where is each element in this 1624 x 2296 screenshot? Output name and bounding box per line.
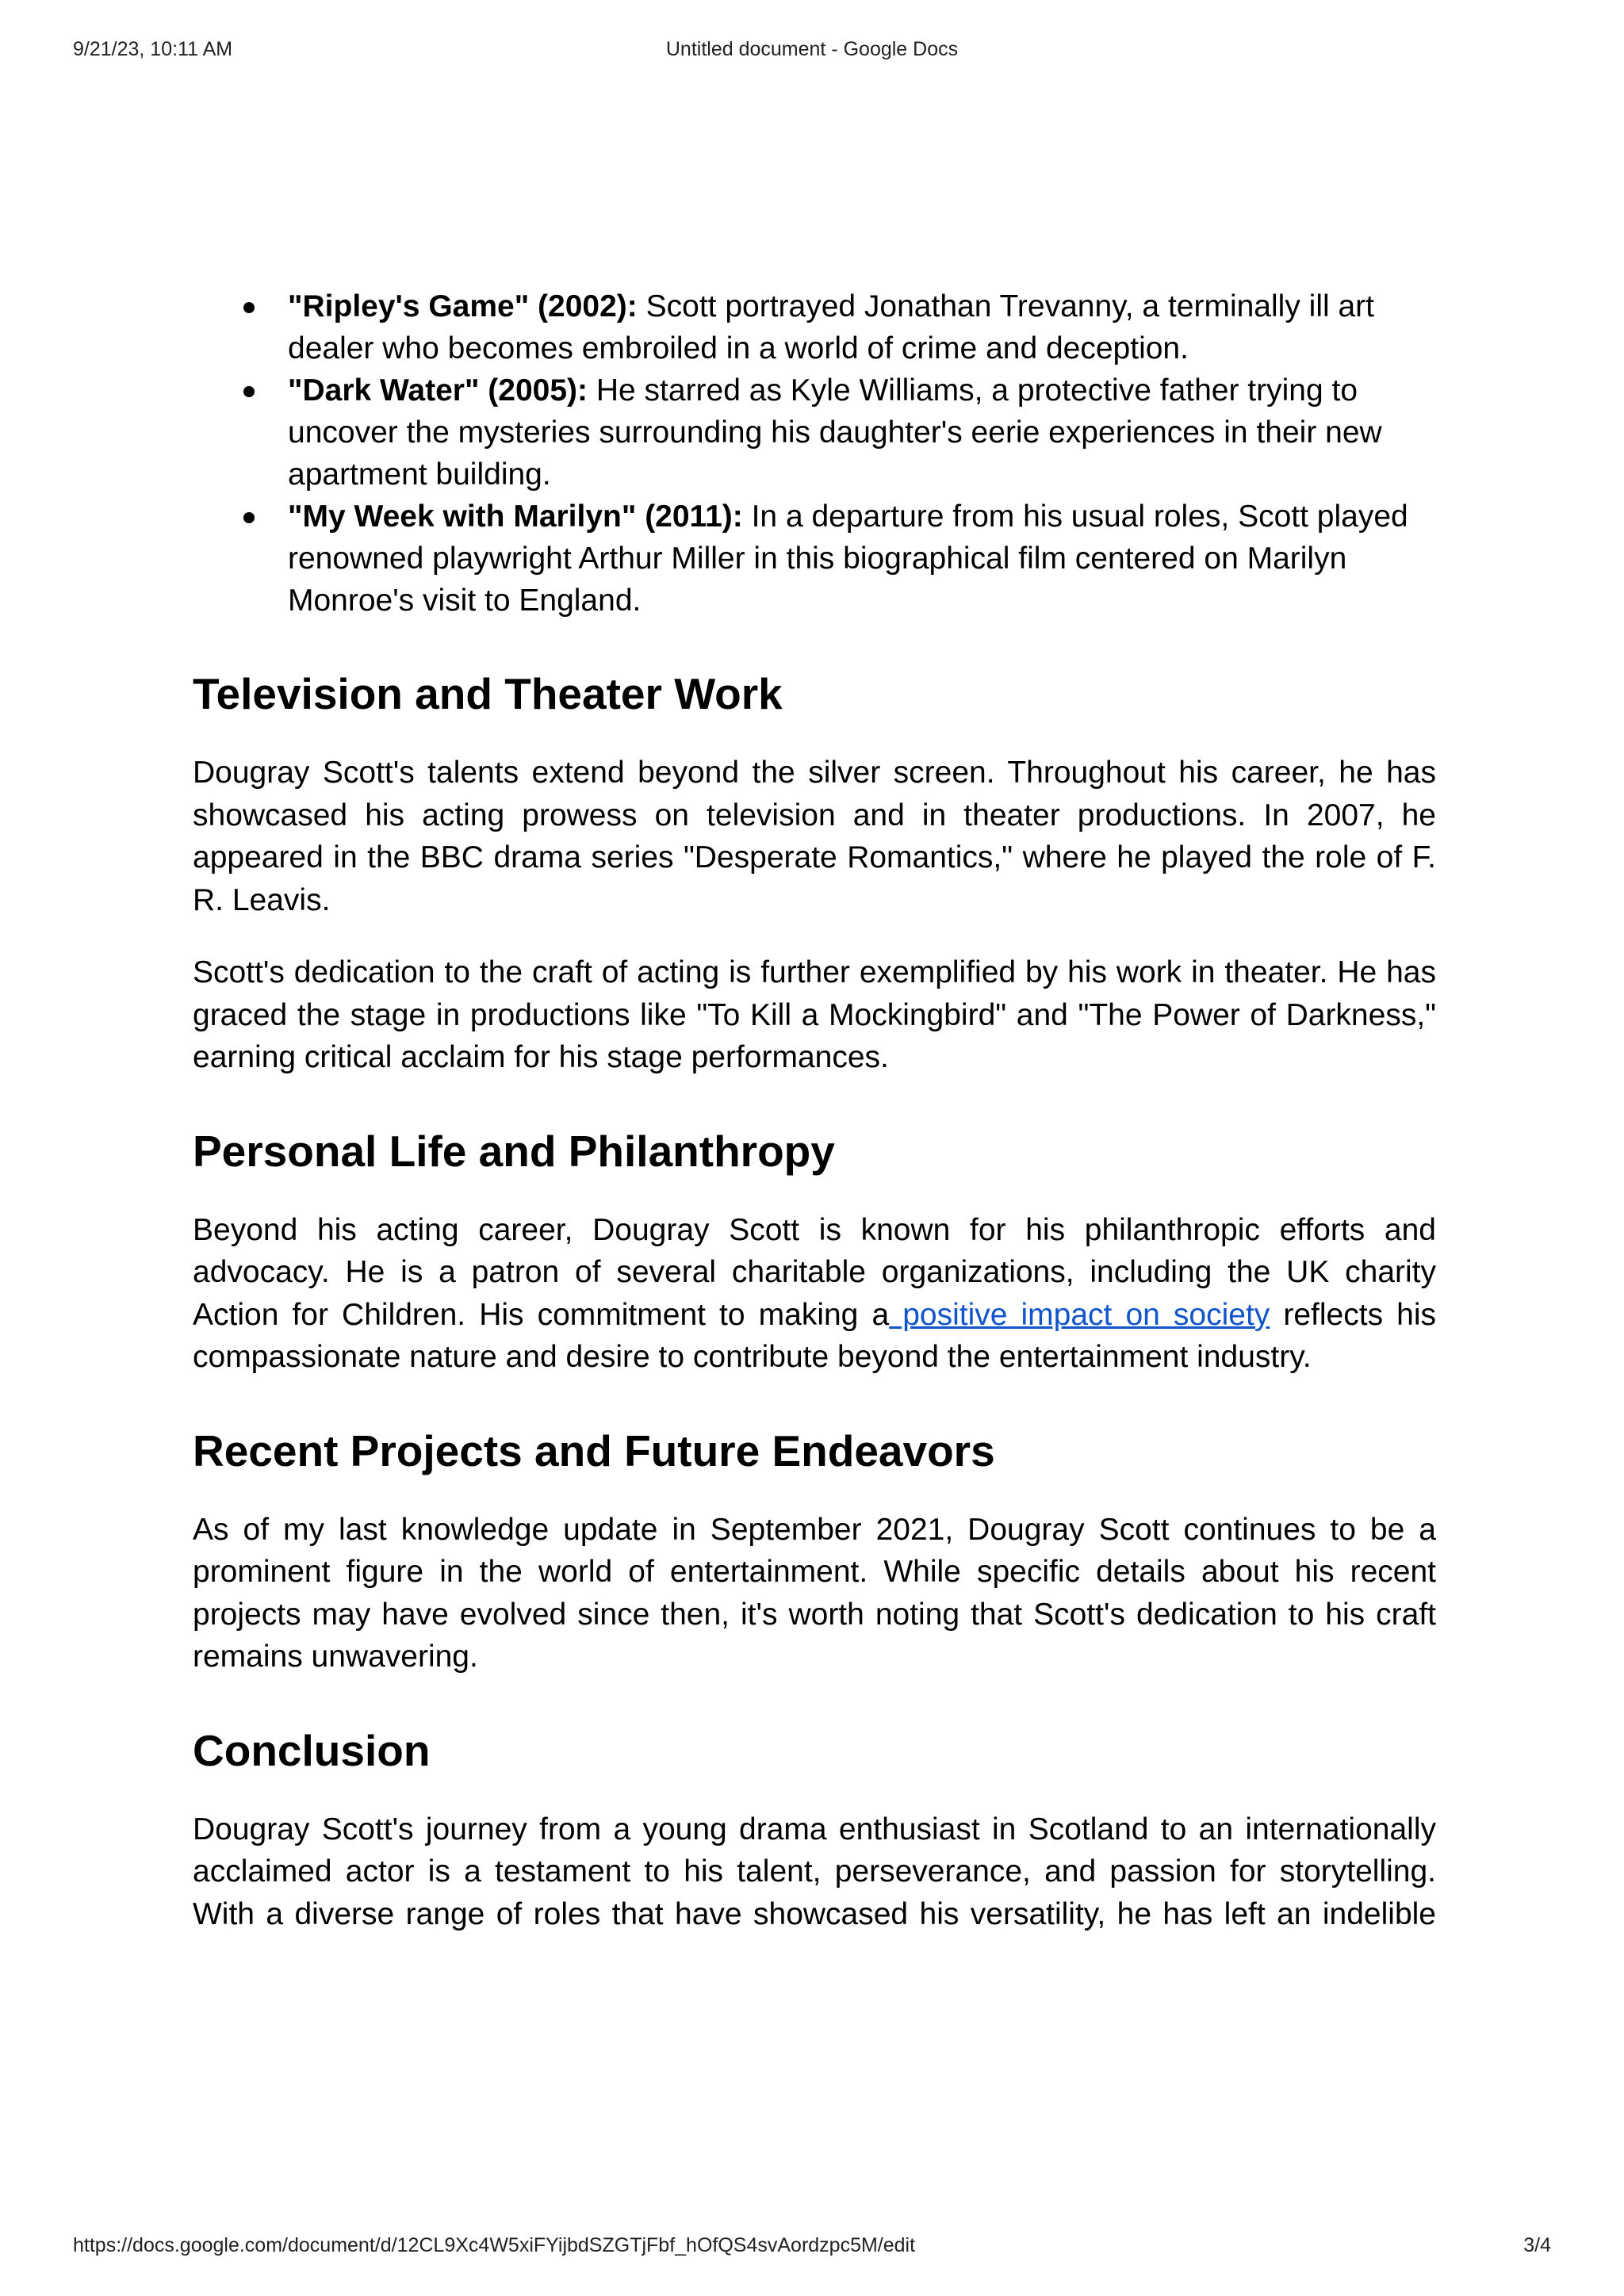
paragraph-television: Dougray Scott's talents extend beyond the silver screen. Throughout his career, he has showcased his acting prowess on television and in theater productions. In 2007, he appeared in the BBC drama series "Desperate Romantics," where he played the role of F. R. Leavis. <box>193 756 1436 917</box>
bullet-icon <box>243 302 255 313</box>
paragraph-conclusion: Dougray Scott's journey from a young drama enthusiast in Scotland to an internationally acclaimed actor is a testament to his talent, perseverance, and passion for storytelling. With a diverse range of roles that have showcased his versatility, he has left an indelible <box>193 1812 1436 1931</box>
bullet-icon <box>243 512 255 523</box>
print-footer <box>73 2234 1551 2263</box>
list-item <box>193 369 1436 496</box>
paragraph-philanthropy <box>193 1209 1436 1379</box>
film-list <box>193 285 1436 622</box>
paragraph-text: Beyond his acting career, Dougray Scott is known for his philanthropic efforts and advocacy. He is a patron of several charitable organizations, including the UK charity Action for Children. His commitment to making a <box>193 1212 1436 1332</box>
heading-television-theater: Television and Theater Work <box>193 669 783 718</box>
list-item <box>193 285 1436 369</box>
paragraph-text: reflects his compassionate nature and desire to contribute beyond the entertainment industry. <box>193 1297 1437 1374</box>
heading-personal-life: Personal Life and Philanthropy <box>193 1126 835 1176</box>
paragraph-theater: Scott's dedication to the craft of acting is further exemplified by his work in theater. He has graced the stage in productions like "To Kill a Mockingbird" and "The Power of Darkness," earning critical acclaim for his stage performances. <box>193 955 1436 1074</box>
list-item <box>193 496 1436 622</box>
document-body <box>193 285 1436 1935</box>
document-url: https://docs.google.com/document/d/12CL9Xc4W5xiFYijbdSZGTjFbf_hOfQS4svAordzpc5M/edit <box>73 2234 916 2256</box>
print-datetime: 9/21/23, 10:11 AM <box>73 38 233 60</box>
positive-impact-link[interactable]: positive impact on society <box>889 1297 1270 1332</box>
film-title: "Dark Water" (2005): <box>288 373 588 408</box>
film-title: "Ripley's Game" (2002): <box>288 289 638 323</box>
film-description: Scott portrayed Jonathan Trevanny, a terminally ill art dealer who becomes embroiled in a world of crime and deception. <box>288 289 1375 365</box>
film-description: In a departure from his usual roles, Scott played renowned playwright Arthur Miller in this biographical film centered on Marilyn Monroe's visit to England. <box>288 499 1408 618</box>
heading-conclusion: Conclusion <box>193 1725 431 1775</box>
film-description: He starred as Kyle Williams, a protective father trying to uncover the mysteries surrounding his daughter's eerie experiences in their new apartment building. <box>288 373 1382 492</box>
bullet-icon <box>243 386 255 397</box>
paragraph-recent: As of my last knowledge update in September 2021, Dougray Scott continues to be a prominent figure in the world of entertainment. While specific details about his recent projects may have evolved since then, it's worth noting that Scott's dedication to his craft remains unwavering. <box>193 1512 1436 1674</box>
page-number: 3/4 <box>1523 2234 1551 2256</box>
print-doc-title: Untitled document - Google Docs <box>665 38 959 60</box>
print-header <box>73 38 1551 67</box>
film-title: "My Week with Marilyn" (2011): <box>288 499 743 534</box>
heading-recent-projects: Recent Projects and Future Endeavors <box>193 1425 995 1475</box>
